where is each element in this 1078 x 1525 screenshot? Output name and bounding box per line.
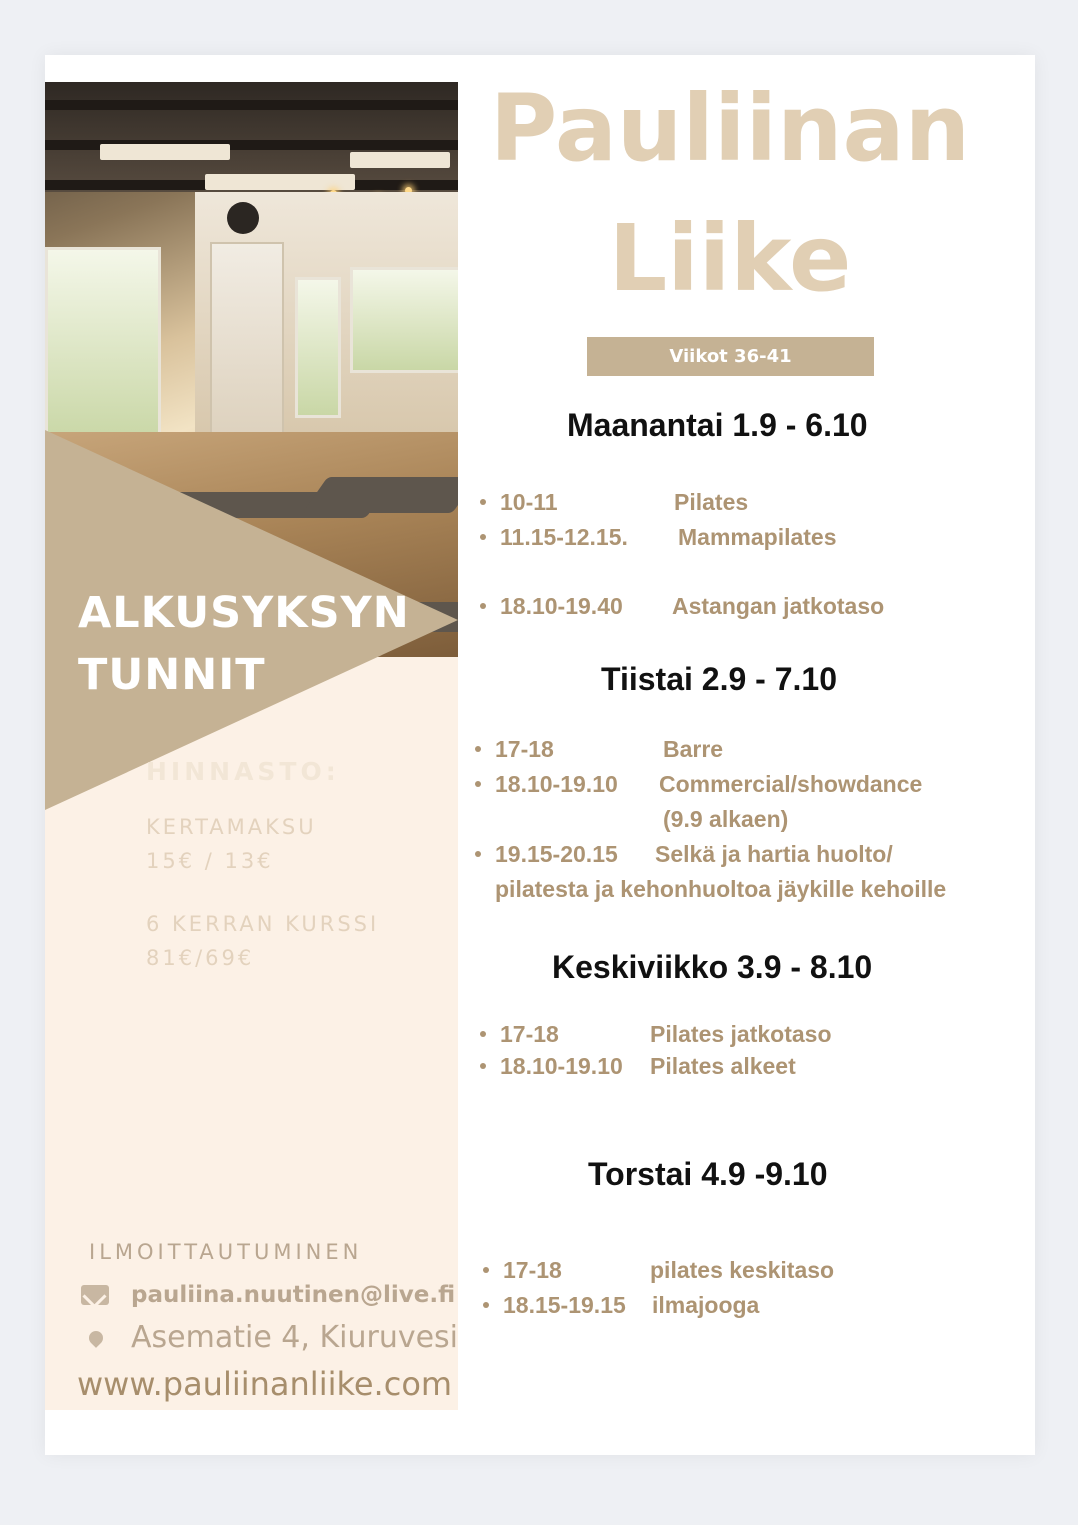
weeks-badge: Viikot 36-41	[587, 337, 874, 376]
session-name: Pilates alkeet	[650, 1053, 796, 1079]
session-name: Pilates jatkotaso	[650, 1021, 832, 1047]
session-time: 17-18	[495, 736, 554, 762]
day-title-monday: Maanantai 1.9 - 6.10	[567, 407, 868, 443]
session-time: 10-11	[500, 489, 558, 515]
session-time: 18.10-19.10	[495, 771, 618, 797]
session-name: pilates keskitaso	[650, 1257, 835, 1283]
session-time: 11.15-12.15.	[500, 524, 628, 550]
address-row	[81, 1320, 458, 1355]
session-name: Pilates	[674, 489, 749, 515]
price-course-label: 6 KERRAN KURSSI	[146, 912, 380, 936]
session-time: 18.15-19.15	[503, 1292, 626, 1318]
contact-label: ILMOITTAUTUMINEN	[89, 1240, 363, 1264]
session-name: Selkä ja hartia huolto/	[655, 841, 893, 867]
session-time: 17-18	[503, 1257, 562, 1283]
address-text: Asematie 4, Kiuruvesi	[131, 1320, 458, 1355]
session-note: (9.9 alkaen)	[663, 806, 789, 832]
session-time: 18.10-19.40	[500, 593, 623, 619]
brand-line2: Liike	[608, 205, 852, 312]
brand-line1: Pauliinan	[489, 75, 971, 182]
session-note: pilatesta ja kehonhuoltoa jäykille kehoille	[495, 876, 947, 902]
price-single-label: KERTAMAKSU	[146, 815, 317, 839]
flyer-page	[45, 55, 1035, 1455]
left-title-line1: ALKUSYKSYN	[78, 588, 410, 638]
price-title: HINNASTO:	[146, 757, 340, 786]
price-single-value: 15€ / 13€	[146, 849, 274, 873]
left-title	[78, 582, 410, 706]
session-name: Barre	[663, 736, 724, 762]
left-panel	[45, 82, 458, 1410]
website-link[interactable]: www.pauliinanliike.com	[77, 1365, 453, 1403]
session-time: 18.10-19.10	[500, 1053, 623, 1079]
day-title-wednesday: Keskiviikko 3.9 - 8.10	[552, 949, 873, 985]
location-pin-icon	[86, 1328, 106, 1348]
session-name: Mammapilates	[678, 524, 837, 550]
price-course-value: 81€/69€	[146, 946, 255, 970]
day-title-tuesday: Tiistai 2.9 - 7.10	[601, 661, 837, 697]
session-name: ilmajooga	[652, 1292, 760, 1318]
day-title-thursday: Torstai 4.9 -9.10	[588, 1156, 828, 1192]
email-link[interactable]: pauliina.nuutinen@live.fi	[131, 1282, 456, 1308]
session-time: 17-18	[500, 1021, 559, 1047]
price-course	[146, 907, 379, 975]
session-name: Astangan jatkotaso	[672, 593, 885, 619]
session-name: Commercial/showdance	[659, 771, 923, 797]
left-title-line2: TUNNIT	[78, 650, 266, 700]
session-time: 19.15-20.15	[495, 841, 618, 867]
mail-icon	[81, 1285, 109, 1305]
email-row[interactable]	[81, 1282, 455, 1308]
price-single	[146, 810, 317, 878]
